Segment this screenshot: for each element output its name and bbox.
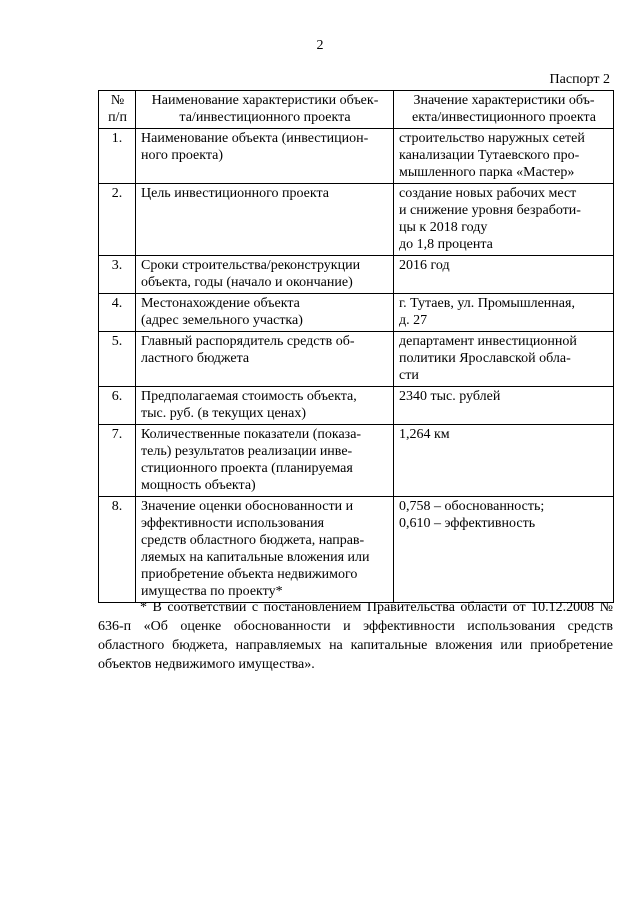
passport-table	[98, 90, 614, 603]
characteristic-name-line: Сроки строительства/реконструкции	[141, 258, 361, 273]
characteristic-value-line: до 1,8 процента	[399, 237, 493, 252]
characteristic-name-line: ного проекта)	[141, 148, 224, 163]
characteristic-name-line: эффективности использования	[141, 516, 325, 531]
characteristic-name-line: приобретение объекта недвижимого	[141, 567, 358, 582]
characteristic-value-line: канализации Тутаевского про-	[399, 148, 580, 163]
row-number: 5.	[99, 332, 136, 387]
characteristic-name-line: (адрес земельного участка)	[141, 313, 303, 328]
characteristic-name-cell	[136, 425, 394, 497]
table-row	[99, 332, 614, 387]
characteristic-name-cell	[136, 497, 394, 603]
characteristic-value-cell	[394, 256, 614, 294]
page-number: 2	[316, 38, 324, 53]
characteristic-name-line: Главный распорядитель средств об-	[141, 334, 355, 349]
characteristic-name-line: тель) результатов реализации инве-	[141, 444, 353, 459]
characteristic-value-cell	[394, 387, 614, 425]
table-row	[99, 129, 614, 184]
characteristic-value-line: г. Тутаев, ул. Промышленная,	[399, 296, 575, 311]
row-number: 2.	[99, 184, 136, 256]
row-number: 3.	[99, 256, 136, 294]
characteristic-value-line: 2340 тыс. рублей	[399, 389, 501, 404]
characteristic-value-cell	[394, 294, 614, 332]
table-row	[99, 184, 614, 256]
characteristic-name-line: средств областного бюджета, направ-	[141, 533, 365, 548]
row-number: 6.	[99, 387, 136, 425]
characteristic-name-line: ластного бюджета	[141, 351, 250, 366]
characteristic-name-line: Местонахождение объекта	[141, 296, 300, 311]
characteristic-name-cell	[136, 387, 394, 425]
table-row	[99, 294, 614, 332]
characteristic-value-cell	[394, 129, 614, 184]
characteristic-name-line: ляемых на капитальные вложения или	[141, 550, 370, 565]
row-number: 1.	[99, 129, 136, 184]
characteristic-value-cell	[394, 332, 614, 387]
characteristic-value-line: создание новых рабочих мест	[399, 186, 577, 201]
passport-label: Паспорт 2	[549, 72, 610, 87]
characteristic-value-cell	[394, 497, 614, 603]
header-number: № п/п	[99, 91, 136, 129]
characteristic-value-line: 0,758 – обоснованность;	[399, 499, 545, 514]
header-characteristic-value: Значение характеристики объ- екта/инвестиционного проекта	[394, 91, 614, 129]
table-row	[99, 425, 614, 497]
characteristic-name-cell	[136, 129, 394, 184]
characteristic-name-line: Предполагаемая стоимость объекта,	[141, 389, 357, 404]
characteristic-value-line: 0,610 – эффективность	[399, 516, 536, 531]
table-header-row	[99, 91, 614, 129]
characteristic-value-line: 1,264 км	[399, 427, 450, 442]
characteristic-value-line: 2016 год	[399, 258, 450, 273]
table-row	[99, 256, 614, 294]
characteristic-name-line: Цель инвестиционного проекта	[141, 186, 329, 201]
characteristic-name-line: тыс. руб. (в текущих ценах)	[141, 406, 307, 421]
characteristic-value-line: департамент инвестиционной	[399, 334, 577, 349]
characteristic-value-line: сти	[399, 368, 419, 383]
table-body	[99, 129, 614, 603]
table-row	[99, 497, 614, 603]
characteristic-name-line: объекта, годы (начало и окончание)	[141, 275, 353, 290]
header-characteristic-name: Наименование характеристики объек- та/инвестиционного проекта	[136, 91, 394, 129]
characteristic-value-line: строительство наружных сетей	[399, 131, 585, 146]
characteristic-name-cell	[136, 332, 394, 387]
characteristic-name-line: Наименование объекта (инвестицион-	[141, 131, 369, 146]
characteristic-value-line: д. 27	[399, 313, 428, 328]
row-number: 7.	[99, 425, 136, 497]
characteristic-name-line: мощность объекта)	[141, 478, 256, 493]
table-row	[99, 387, 614, 425]
characteristic-name-cell	[136, 184, 394, 256]
characteristic-value-cell	[394, 184, 614, 256]
characteristic-name-cell	[136, 294, 394, 332]
characteristic-name-line: Количественные показатели (показа-	[141, 427, 362, 442]
characteristic-name-line: стиционного проекта (планируемая	[141, 461, 353, 476]
characteristic-name-line: имущества по проекту*	[141, 584, 283, 599]
row-number: 8.	[99, 497, 136, 603]
characteristic-value-line: политики Ярославской обла-	[399, 351, 571, 366]
characteristic-value-line: мышленного парка «Мастер»	[399, 165, 575, 180]
characteristic-value-cell	[394, 425, 614, 497]
characteristic-name-line: Значение оценки обоснованности и	[141, 499, 354, 514]
row-number: 4.	[99, 294, 136, 332]
characteristic-value-line: цы к 2018 году	[399, 220, 488, 235]
characteristic-name-cell	[136, 256, 394, 294]
footnote: * В соответствии с постановлением Правительства области от 10.12.2008 № 636-п «Об оценке обоснованности и эффективности использования средств областного бюджета, направляемых на капитальные вложения или приобретение объектов недвижимого имущества».	[98, 600, 613, 672]
characteristic-value-line: и снижение уровня безработи-	[399, 203, 581, 218]
